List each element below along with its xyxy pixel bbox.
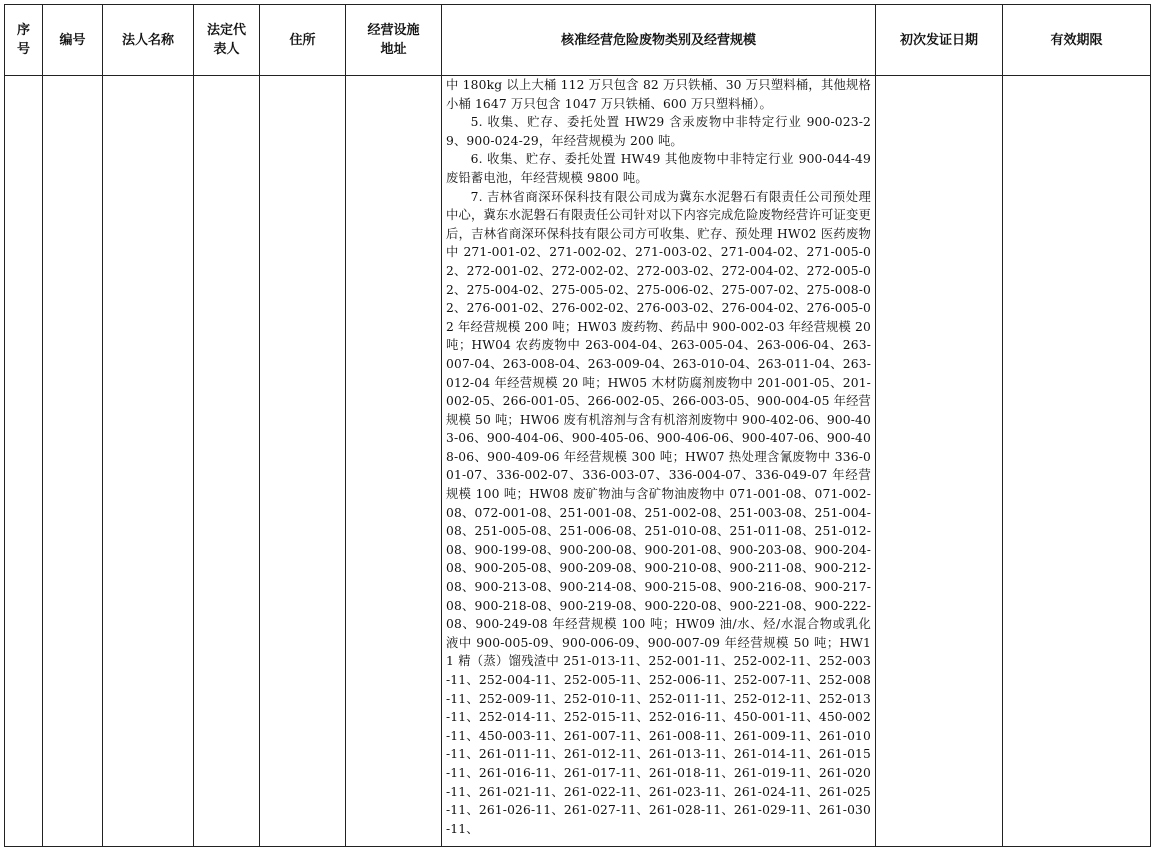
scope-text <box>442 76 875 846</box>
header-row <box>5 5 1151 76</box>
cell-seq <box>5 76 43 847</box>
col-header-number: 编号 <box>43 5 103 76</box>
scope-paragraph-item-6: 6. 收集、贮存、委托处置 HW49 其他废物中非特定行业 900-044-49 废铅蓄电池，年经营规模 9800 吨。 <box>446 152 871 185</box>
col-header-address: 住所 <box>260 5 346 76</box>
col-header-legal-rep: 法定代表人 <box>194 5 260 76</box>
permit-table <box>4 4 1151 847</box>
table-row <box>5 76 1151 847</box>
cell-legal-rep <box>194 76 260 847</box>
scope-paragraph-continuation: 中 180kg 以上大桶 112 万只包含 82 万只铁桶、30 万只塑料桶，其他规格小桶 1647 万只包含 1047 万只铁桶、600 万只塑料桶）。 <box>446 78 871 111</box>
col-header-facility-address: 经营设施地址 <box>346 5 442 76</box>
scope-paragraph-item-5: 5. 收集、贮存、委托处置 HW29 含汞废物中非特定行业 900-023-29、900-024-29，年经营规模为 200 吨。 <box>446 115 871 148</box>
scope-paragraph-item-7: 7. 吉林省商深环保科技有限公司成为冀东水泥磐石有限责任公司预处理中心，冀东水泥磐石有限责任公司针对以下内容完成危险废物经营许可证变更后，吉林省商深环保科技有限公司方可收集、贮存、预处理 HW02 医药废物中 271-001-02、271-002-02、271-003-02、271-004-02、271-005-02、272-001-02、272-002-02、272-003-02、272-004-02、272-005-02、275-004-02、275-005-02、275-006-02、275-007-02、275-008-02、276-001-02、276-002-02、276-003-02、276-004-02、276-005-02 年经营规模 200 吨；HW03 废药物、药品中 900-002-03 年经营规模 20 吨；HW04 农药废物中 263-004-04、263-005-04、263-006-04、263-007-04、263-008-04、263-009-04、263-010-04、263-011-04、263-012-04 年经营规模 20 吨；HW05 木材防腐剂废物中 201-001-05、201-002-05、266-001-05、266-002-05、266-003-05、900-004-05 年经营规模 50 吨；HW06 废有机溶剂与含有机溶剂废物中 900-402-06、900-403-06、900-404-06、900-405-06、900-406-06、900-407-06、900-408-06、900-409-06 年经营规模 300 吨；HW07 热处理含氰废物中 336-001-07、336-002-07、336-003-07、336-004-07、336-049-07 年经营规模 100 吨；HW08 废矿物油与含矿物油废物中 071-001-08、071-002-08、072-001-08、251-001-08、251-002-08、251-003-08、251-004-08、251-005-08、251-006-08、251-010-08、251-011-08、251-012-08、900-199-08、900-200-08、900-201-08、900-203-08、900-204-08、900-205-08、900-209-08、900-210-08、900-211-08、900-212-08、900-213-08、900-214-08、900-215-08、900-216-08、900-217-08、900-218-08、900-219-08、900-220-08、900-221-08、900-222-08、900-249-08 年经营规模 100 吨；HW09 油/水、烃/水混合物或乳化液中 900-005-09、900-006-09、900-007-09 年经营规模 50 吨；HW11 精（蒸）馏残渣中 251-013-11、252-001-11、252-002-11、252-003-11、252-004-11、252-005-11、252-006-11、252-007-11、252-008-11、252-009-11、252-010-11、252-011-11、252-012-11、252-013-11、252-014-11、252-015-11、252-016-11、450-001-11、450-002-11、450-003-11、261-007-11、261-008-11、261-009-11、261-010-11、261-011-11、261-012-11、261-013-11、261-014-11、261-015-11、261-016-11、261-017-11、261-018-11、261-019-11、261-020-11、261-021-11、261-022-11、261-023-11、261-024-11、261-025-11、261-026-11、261-027-11、261-028-11、261-029-11、261-030-11、 <box>446 189 871 836</box>
cell-number <box>43 76 103 847</box>
col-header-legal-name: 法人名称 <box>103 5 194 76</box>
cell-address <box>260 76 346 847</box>
cell-facility-address <box>346 76 442 847</box>
cell-validity <box>1003 76 1151 847</box>
col-header-validity: 有效期限 <box>1003 5 1151 76</box>
cell-legal-name <box>103 76 194 847</box>
col-header-seq: 序号 <box>5 5 43 76</box>
col-header-first-issue-date: 初次发证日期 <box>876 5 1003 76</box>
col-header-scope: 核准经营危险废物类别及经营规模 <box>442 5 876 76</box>
cell-scope <box>442 76 876 847</box>
cell-first-issue-date <box>876 76 1003 847</box>
